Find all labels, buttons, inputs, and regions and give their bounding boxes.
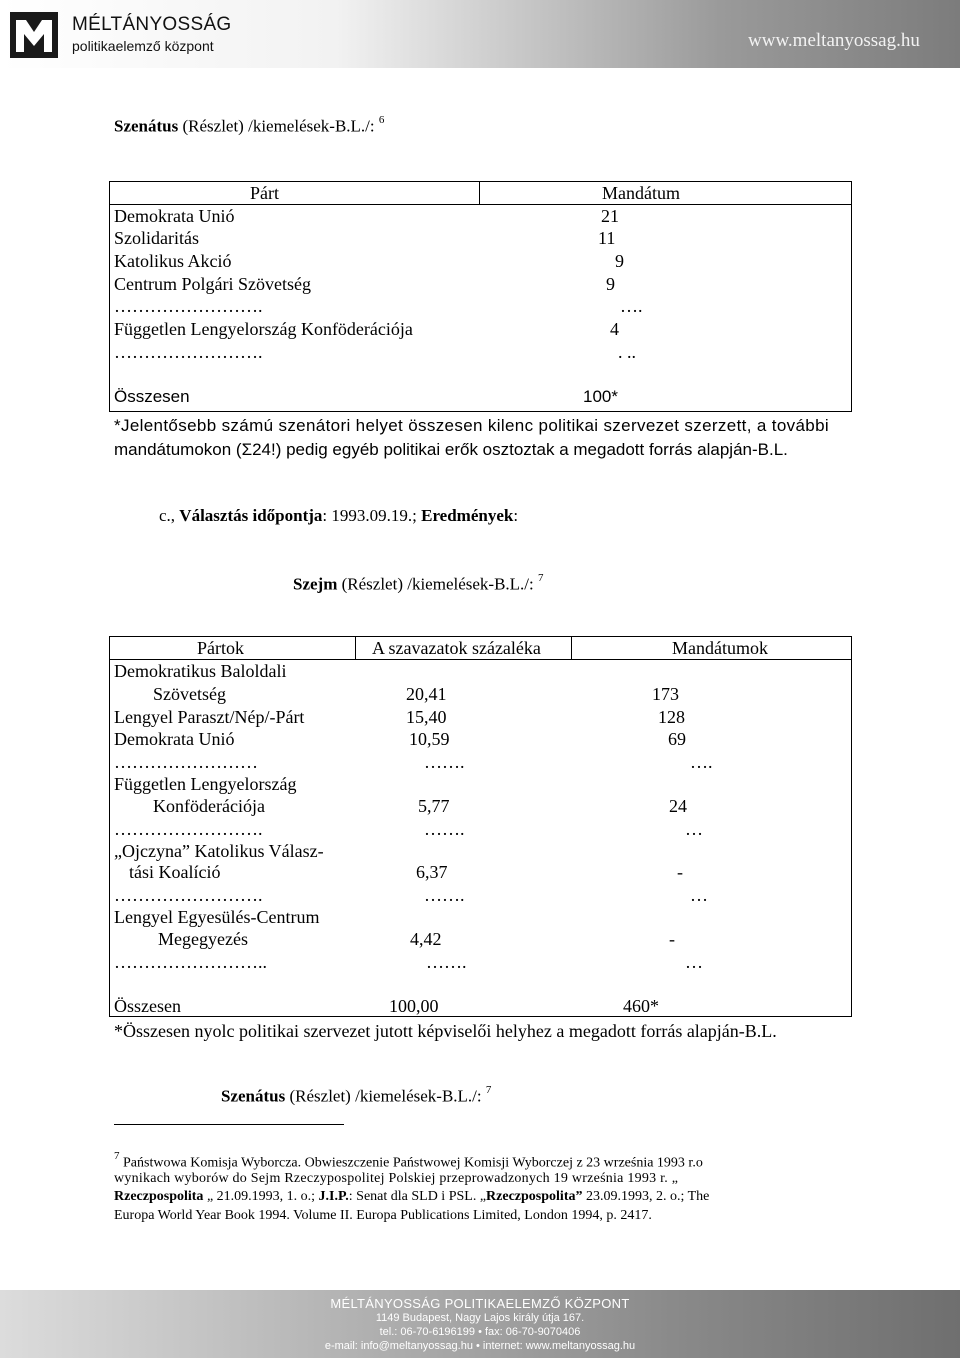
election-date-line: c., Választás időpontja: 1993.09.19.; Eredmények: — [159, 506, 519, 525]
sejm-title: Szejm (Részlet) /kiemelések-B.L./: $^7$ — [293, 572, 544, 594]
table-row-party: Szolidaritás — [114, 228, 199, 248]
table-row-percent: 5,77 — [418, 796, 450, 816]
table-row-seats: 128 — [658, 707, 685, 727]
col-percent-header: A szavazatok százaléka — [372, 638, 541, 658]
total-value: 100* — [583, 387, 618, 406]
col-seats-header: Mandátum — [602, 183, 680, 203]
table-row-party: Demokrata Unió — [114, 729, 235, 749]
table-row-dots: …………………… — [114, 752, 258, 772]
footer-org: MÉLTÁNYOSSÁG POLITIKAELEMZŐ KÖZPONT — [330, 1296, 630, 1311]
table-row-percent: 6,37 — [416, 862, 448, 882]
table-row-percent: 15,40 — [406, 707, 447, 727]
table-row-seats: . .. — [618, 342, 636, 362]
footer-address: 1149 Budapest, Nagy Lajos király útja 167. — [375, 1312, 585, 1324]
col-seats-header: Mandátumok — [672, 638, 768, 658]
table-row-seats: 9 — [615, 251, 624, 271]
table-row-dots: ……. — [424, 752, 465, 772]
table-row-seats: 4 — [610, 319, 619, 339]
table-row-dots: … — [685, 952, 703, 972]
table-row-seats: 24 — [669, 796, 687, 816]
table-row-party: ……………………. — [114, 296, 263, 316]
table-row-party: tási Koalíció — [129, 862, 221, 882]
senate-note: *Jelentősebb számú szenátori helyet összesen kilenc politikai szervezet szerzett, a további — [114, 416, 830, 435]
table-row-percent: 20,41 — [406, 684, 447, 704]
table-row-party: Katolikus Akció — [114, 251, 232, 271]
table-row-dots: ……………………. — [114, 885, 263, 905]
senate-note-cont: mandátumokon (Σ24!) pedig egyéb politikai erők osztoztak a megadott forrás alapján-B.L. — [114, 440, 788, 459]
table-row-seats: - — [677, 862, 683, 882]
section1-title: Szenátus (Részlet) /kiemelések-B.L./: $^6$ — [114, 114, 385, 136]
table-row-party: Demokrata Unió — [114, 206, 235, 226]
total-seats: 460* — [623, 996, 659, 1016]
table-row-party: Független Lengyelország — [114, 774, 297, 794]
footnote-line: Rzeczpospolita „ 21.09.1993, 1. o.; J.I.P.: Senat dla SLD i PSL. „Rzeczpospolita” 23.09.1993, 2. o.; The — [114, 1189, 710, 1204]
col-parties-header: Pártok — [197, 638, 244, 658]
section3-title: Szenátus (Részlet) /kiemelések-B.L./: $^7$ — [221, 1084, 492, 1106]
table-row-seats: 173 — [652, 684, 679, 704]
footer-contact[interactable]: e-mail: info@meltanyossag.hu • internet: www.meltanyossag.hu — [324, 1340, 636, 1352]
table-row-percent: 10,59 — [409, 729, 450, 749]
brand-name: MÉLTÁNYOSSÁG — [72, 14, 232, 35]
sejm-note: *Összesen nyolc politikai szervezet jutott képviselői helyhez a megadott forrás alapján-B.L. — [114, 1021, 777, 1041]
table-row-party: Demokratikus Baloldali — [114, 661, 287, 681]
table-row-dots: …………………….. — [114, 952, 267, 972]
table-row-dots: ……. — [424, 885, 465, 905]
footnote-line: wynikach wyborów do Sejm Rzeczypospolitej Polskiej przeprowadzonych 19 września 1993 r. „ — [114, 1171, 679, 1186]
table-row-dots: … — [690, 885, 708, 905]
table-row-party: Centrum Polgári Szövetség — [114, 274, 311, 294]
table-row-party: Szövetség — [153, 684, 226, 704]
table-row-dots: … — [685, 819, 703, 839]
footnote-line: Europa World Year Book 1994. Volume II. Europa Publications Limited, London 1994, p. 2417. — [114, 1208, 652, 1223]
table-row-party: Lengyel Egyesülés-Centrum — [114, 907, 320, 927]
table-row-dots: ……………………. — [114, 819, 263, 839]
brand-tagline: politikaelemző központ — [72, 38, 214, 54]
footer-phone: tel.: 06-70-6196199 • fax: 06-70-9070406 — [379, 1326, 581, 1338]
table-row-party: Lengyel Paraszt/Nép/-Párt — [114, 707, 305, 727]
total-label: Összesen — [114, 996, 181, 1016]
table-row-party: „Ojczyna” Katolikus Válasz- — [114, 841, 324, 861]
table-row-party: ……………………. — [114, 342, 263, 362]
table-row-seats: - — [669, 929, 675, 949]
table-row-party: Konföderációja — [153, 796, 265, 816]
total-percent: 100,00 — [389, 996, 439, 1016]
footnote-divider — [114, 1124, 344, 1125]
table-row-seats: 9 — [606, 274, 615, 294]
table-row-percent: 4,42 — [410, 929, 442, 949]
logo-icon — [10, 12, 58, 58]
total-label: Összesen — [114, 387, 190, 406]
table-row-seats: 11 — [598, 228, 616, 248]
table-row-party: Megegyezés — [158, 929, 248, 949]
table-row-party: Független Lengyelország Konföderációja — [114, 319, 413, 339]
website-link[interactable]: www.meltanyossag.hu — [748, 30, 920, 51]
table-row-dots: …. — [690, 752, 713, 772]
table-row-dots: ……. — [424, 819, 465, 839]
table-row-seats: 69 — [668, 729, 686, 749]
table-row-seats: 21 — [601, 206, 619, 226]
table-row-dots: ……. — [426, 952, 467, 972]
table-row-seats: …. — [620, 296, 643, 316]
footnote-line: $^7$ Państwowa Komisja Wyborcza. Obwieszczenie Państwowej Komisji Wyborczej z 23 września 1993 r.o — [114, 1150, 703, 1171]
col-party-header: Párt — [250, 183, 279, 203]
